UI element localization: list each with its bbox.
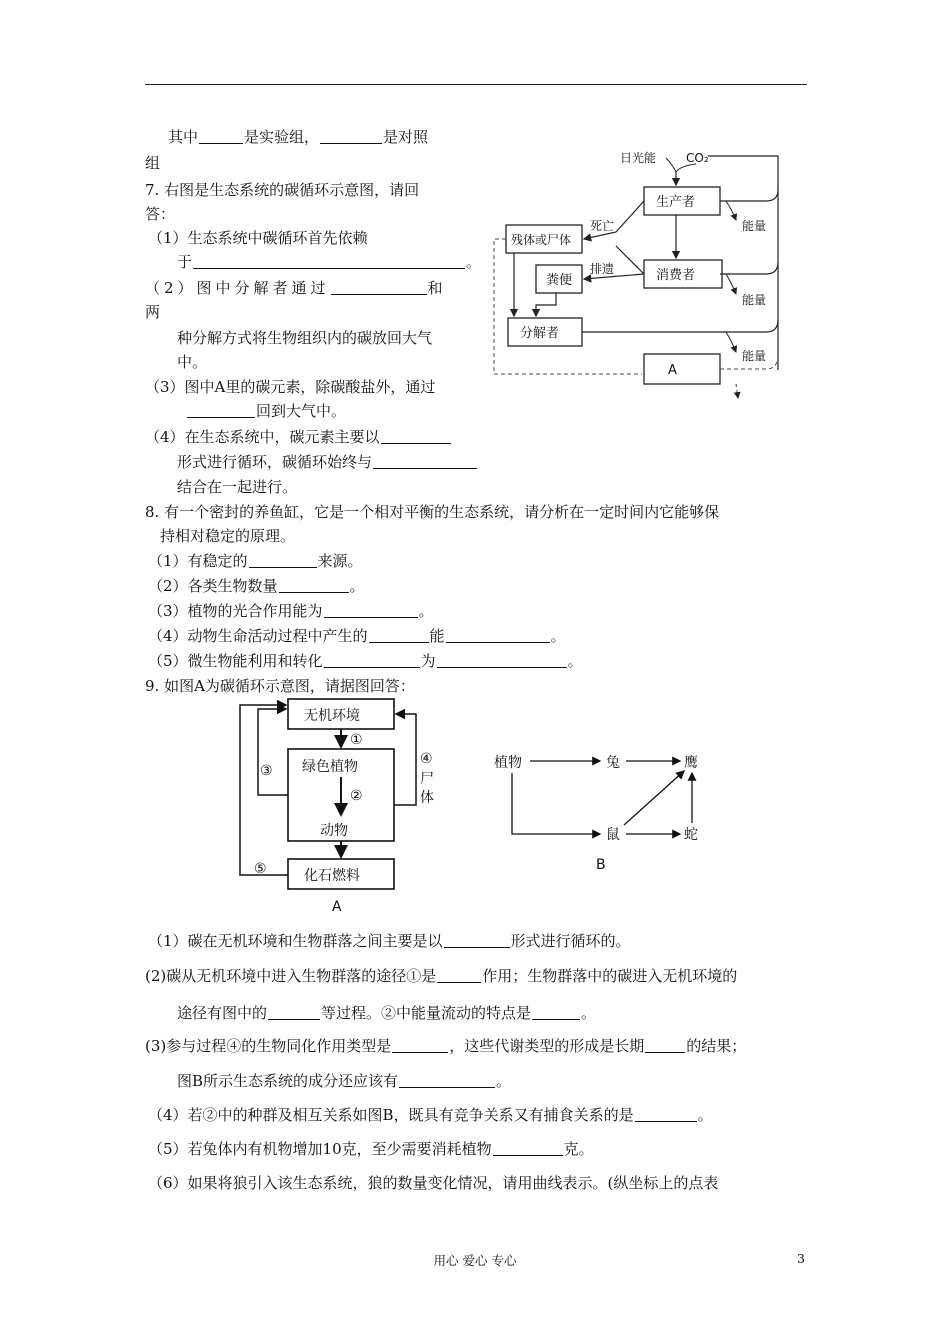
q7-text: 形式进行循环，碳循环始终与	[177, 453, 373, 471]
snake-node: 蛇	[684, 827, 698, 843]
eagle-node: 鹰	[684, 755, 698, 771]
answer-blank[interactable]	[187, 402, 255, 418]
header-rule	[145, 84, 807, 85]
answer-blank[interactable]	[399, 1072, 495, 1088]
answer-blank[interactable]	[444, 932, 510, 948]
q7-text: 回到大气中。	[256, 402, 347, 420]
q9-text: (2)碳从无机环境中进入生物群落的途径①是	[145, 967, 437, 985]
energy-label-1: 能量	[742, 219, 767, 233]
q9-text: ，这些代谢类型的形成是长期	[449, 1037, 645, 1055]
energy-label-3: 能量	[742, 349, 767, 363]
answer-blank[interactable]	[437, 652, 567, 668]
q8-text: 为	[420, 652, 436, 670]
answer-blank[interactable]	[645, 1037, 685, 1053]
q8-text: 。	[349, 577, 365, 595]
q7-line: 答：	[145, 205, 176, 223]
excrete-label: 排遗	[590, 262, 615, 276]
sunlight-label: 日光能	[620, 151, 657, 165]
q9-line	[148, 1139, 594, 1159]
mouse-node: 鼠	[606, 827, 620, 843]
answer-blank[interactable]	[369, 627, 429, 643]
answer-blank[interactable]	[279, 577, 349, 593]
q6-text: 其中	[168, 128, 199, 146]
q7-line: （1）生态系统中碳循环首先依赖	[148, 229, 368, 247]
answer-blank[interactable]	[324, 652, 420, 668]
q9-text: 。	[581, 1004, 597, 1022]
q9-text: （1）碳在无机环境和生物群落之间主要是以	[148, 932, 443, 950]
q9-text: 途径有图中的	[177, 1004, 268, 1022]
q9-text: 的结果；	[686, 1037, 747, 1055]
answer-blank[interactable]	[199, 128, 243, 144]
q9-text: 。	[697, 1106, 713, 1124]
q7-line	[145, 427, 452, 447]
q6-line2: 组	[145, 154, 161, 172]
q7-text: 于	[177, 253, 193, 271]
answer-blank[interactable]	[437, 967, 481, 983]
answer-blank[interactable]	[331, 279, 427, 295]
residue-label: 残体或尸体	[511, 233, 572, 247]
fossil-label: 化石燃料	[304, 868, 360, 884]
answer-blank[interactable]	[635, 1106, 697, 1122]
body-char-1: 尸	[420, 771, 434, 787]
co2-label: CO₂	[686, 151, 709, 165]
circle-3: ③	[260, 763, 273, 779]
q7-line	[186, 401, 346, 421]
q7-text: 和	[427, 279, 447, 297]
q8-text: 。	[567, 652, 583, 670]
circle-5: ⑤	[254, 861, 267, 877]
q9-line	[145, 966, 737, 986]
q9-text: （5）若兔体内有机物增加10克，至少需要消耗植物	[148, 1140, 492, 1158]
q7-text: 。	[466, 253, 482, 271]
q8-line	[148, 601, 434, 621]
circle-4: ④	[420, 751, 433, 767]
answer-blank[interactable]	[268, 1004, 320, 1020]
figure-b-label: B	[596, 857, 606, 873]
death-label: 死亡	[590, 219, 615, 233]
page-number: 3	[797, 1251, 805, 1266]
consumer-label: 消费者	[656, 268, 696, 283]
figure-b-food-web	[488, 745, 718, 875]
circle-2: ②	[350, 788, 363, 804]
q6-text: 是实验组，	[244, 128, 320, 146]
q9-line	[177, 1071, 511, 1091]
q9-text: 克。	[563, 1140, 594, 1158]
q9-text: 形式进行循环的。	[510, 932, 631, 950]
rabbit-node: 兔	[606, 755, 620, 771]
answer-blank[interactable]	[373, 453, 477, 469]
q8-text: （4）动物生命活动过程中产生的	[148, 627, 368, 645]
q7-line: （3）图中A里的碳元素，除碳酸盐外，通过	[145, 378, 436, 396]
q8-line	[148, 651, 583, 671]
body-char-2: 体	[420, 790, 434, 806]
q7-line: 中。	[177, 353, 208, 371]
q7-line	[145, 278, 447, 298]
q7-line: 7. 右图是生态系统的碳循环示意图，请回	[145, 181, 420, 199]
answer-blank[interactable]	[392, 1037, 448, 1053]
box-a-label: A	[668, 363, 677, 378]
answer-blank[interactable]	[532, 1004, 580, 1020]
q7-line: 种分解方式将生物组织内的碳放回大气	[177, 329, 433, 347]
answer-blank[interactable]	[446, 627, 550, 643]
env-label: 无机环境	[304, 708, 360, 724]
q8-line	[148, 551, 363, 571]
q6-line1	[168, 127, 428, 147]
q8-text: （2）各类生物数量	[148, 577, 278, 595]
circle-1: ①	[350, 732, 363, 748]
figure-a-label: A	[332, 899, 342, 915]
box-a	[644, 354, 720, 384]
plant-node: 植物	[494, 755, 522, 771]
answer-blank[interactable]	[193, 253, 465, 269]
answer-blank[interactable]	[493, 1140, 563, 1156]
q7-text: （4）在生态系统中，碳元素主要以	[145, 428, 380, 446]
answer-blank[interactable]	[324, 602, 418, 618]
q8-text: 来源。	[317, 552, 363, 570]
q7-line: 结合在一起进行。	[177, 478, 298, 496]
q8-line: 持相对稳定的原理。	[160, 527, 296, 545]
producer-label: 生产者	[656, 195, 696, 210]
energy-label-2: 能量	[742, 293, 767, 307]
q8-line	[148, 626, 566, 646]
decomposer-label: 分解者	[520, 326, 560, 341]
q9-text: 图B所示生态系统的成分还应该有	[177, 1072, 399, 1090]
q8-text: 。	[550, 627, 566, 645]
q8-text: （1）有稳定的	[148, 552, 248, 570]
q9-text: （4）若②中的种群及相互关系如图B，既具有竞争关系又有捕食关系的是	[148, 1106, 634, 1124]
plant-label: 绿色植物	[302, 759, 358, 775]
q9-text: 。	[496, 1072, 512, 1090]
q9-title: 9. 如图A为碳循环示意图，请据图回答：	[145, 677, 415, 695]
page-footer: 用心 爱心 专心	[433, 1253, 517, 1268]
q9-line	[148, 1105, 713, 1125]
q8-text: （5）微生物能利用和转化	[148, 652, 323, 670]
q8-text: （3）植物的光合作用能为	[148, 602, 323, 620]
q8-line	[148, 576, 365, 596]
q7-line: 两	[145, 303, 161, 321]
answer-blank[interactable]	[320, 128, 382, 144]
q9-line: （6）如果将狼引入该生态系统，狼的数量变化情况，请用曲线表示。(纵坐标上的点表	[148, 1174, 719, 1192]
feces-label: 粪便	[546, 273, 573, 288]
answer-blank[interactable]	[381, 428, 451, 444]
q7-line	[177, 252, 481, 272]
q9-line	[145, 1036, 746, 1056]
q9-line	[177, 1003, 596, 1023]
figure-a-carbon-cycle	[230, 695, 450, 915]
answer-blank[interactable]	[249, 552, 317, 568]
q9-text: (3)参与过程④的生物同化作用类型是	[145, 1037, 392, 1055]
carbon-cycle-diagram	[486, 140, 806, 412]
q8-line: 8. 有一个密封的养鱼缸，它是一个相对平衡的生态系统，请分析在一定时间内它能够保	[145, 503, 720, 521]
q9-line	[148, 931, 631, 951]
q9-text: 作用；生物群落中的碳进入无机环境的	[482, 967, 738, 985]
q9-text: 等过程。②中能量流动的特点是	[321, 1004, 532, 1022]
q8-text: 。	[418, 602, 434, 620]
q8-text: 能	[429, 627, 445, 645]
q7-text: （2）图中分解者通过	[145, 279, 330, 297]
q7-line	[177, 452, 478, 472]
q6-text: 是对照	[383, 128, 429, 146]
animal-label: 动物	[320, 823, 348, 839]
